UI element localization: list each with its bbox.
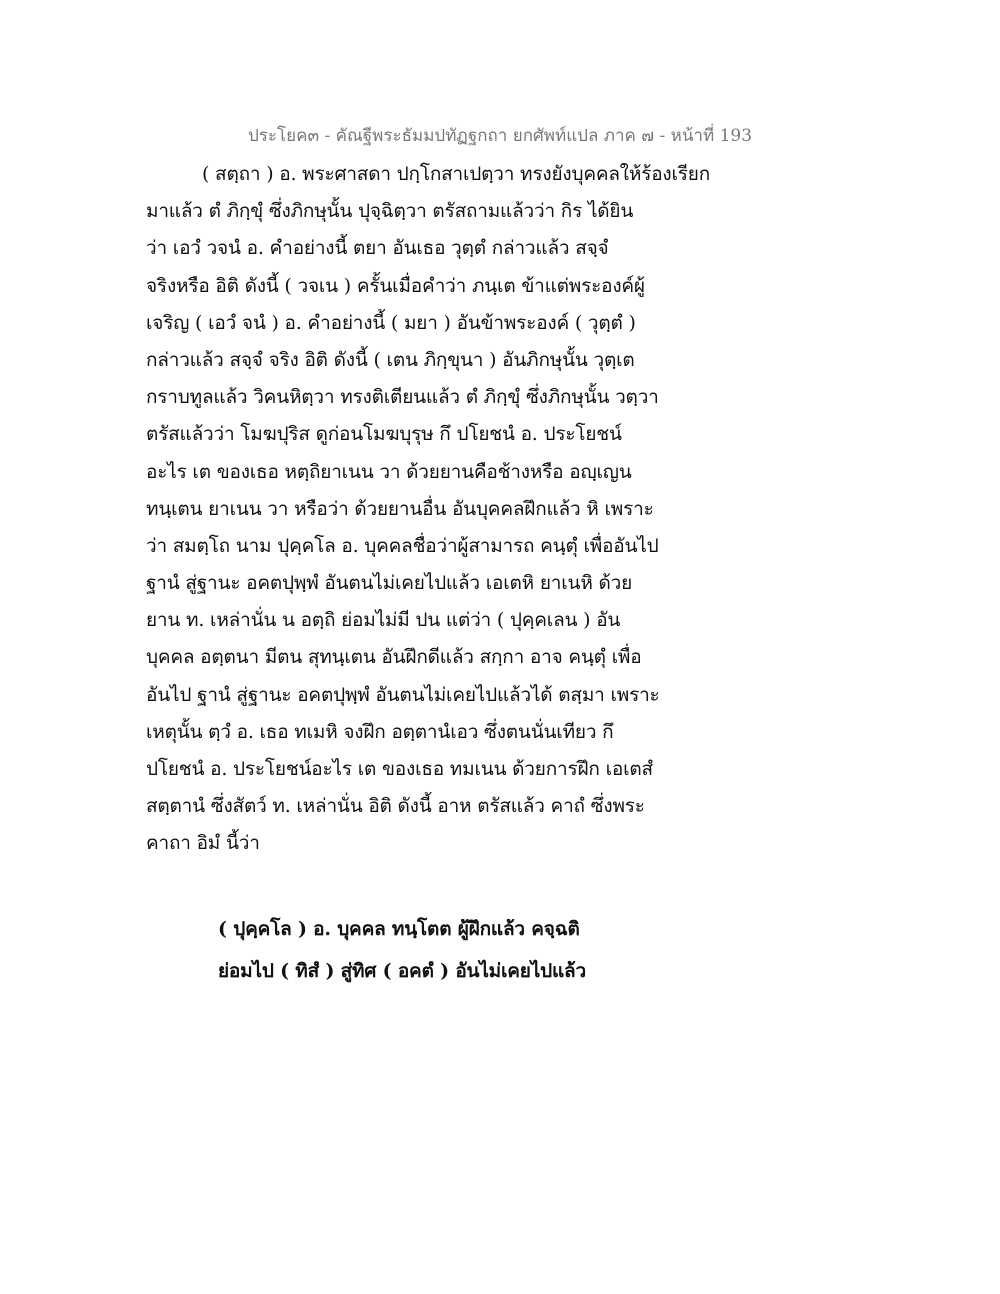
verse-line: ย่อมไป ( ทิสํ ) สู่ทิศ ( อคตํ ) อันไม่เคยไปแล้ว: [218, 960, 586, 982]
text-line: กล่าวแล้ว สจฺจํ จริง อิติ ดังนี้ ( เตน ภิกฺขุนา ) อันภิกษุนั้น วุตฺเต: [146, 348, 635, 371]
verse-line: ( ปุคฺคโล ) อ. บุคคล ทนฺโตต ผู้ฝึกแล้ว คจฺฉติ: [218, 918, 580, 940]
page-header: ประโยค๓ - คัณฐีพระธัมมปทัฏฐกถา ยกศัพท์แปล ภาค ๗ - หน้าที่ 193: [247, 126, 753, 146]
text-line: บุคคล อตฺตนา มีตน สุทนฺเตน อันฝึกดีแล้ว สกฺกา อาจ คนฺตุํ เพื่อ: [146, 646, 642, 669]
text-line: ว่า สมตฺโถ นาม ปุคฺคโล อ. บุคคลชื่อว่าผู้สามารถ คนฺตุํ เพื่ออันไป: [146, 534, 659, 557]
verse-block: [218, 908, 698, 992]
text-line: ฐานํ สู่ฐานะ อคตปุพฺพํ อันตนไม่เคยไปแล้ว เอเตหิ ยาเนหิ ด้วย: [146, 572, 633, 595]
text-line: เจริญ ( เอวํ จนํ ) อ. คำอย่างนี้ ( มยา ) อันข้าพระองค์ ( วุตฺตํ ): [146, 311, 636, 334]
text-line: ตรัสแล้วว่า โมฆปุริส ดูก่อนโมฆบุรุษ กึ ปโยชนํ อ. ประโยชน์: [146, 423, 622, 446]
text-line: ปโยชนํ อ. ประโยชน์อะไร เต ของเธอ ทมเนน ด้วยการฝึก เอเตสํ: [146, 758, 653, 780]
text-line: กราบทูลแล้ว วิคนหิตฺวา ทรงติเตียนแล้ว ตํ ภิกฺขุํ ซึ่งภิกษุนั้น วตฺวา: [146, 386, 659, 409]
text-line: จริงหรือ อิติ ดังนี้ ( วจเน ) ครั้นเมื่อคำว่า ภนฺเต ข้าแต่พระองค์ผู้: [146, 274, 645, 297]
text-line: อะไร เต ของเธอ หตฺถิยาเนน วา ด้วยยานคือช้างหรือ อญฺเญน: [146, 460, 632, 483]
text-line: มาแล้ว ตํ ภิกฺขุํ ซึ่งภิกษุนั้น ปุจฺฉิตฺวา ตรัสถามแล้วว่า กิร ได้ยิน: [146, 200, 634, 223]
text-line: ทนฺเตน ยาเนน วา หรือว่า ด้วยยานอื่น อันบุคคลฝึกแล้ว หิ เพราะ: [146, 497, 654, 520]
text-line: ยาน ท. เหล่านั่น น อตฺถิ ย่อมไม่มี ปน แต่ว่า ( ปุคฺคเลน ) อัน: [146, 609, 621, 632]
text-line: สตฺตานํ ซึ่งสัตว์ ท. เหล่านั่น อิติ ดังนี้ อาห ตรัสแล้ว คาถํ ซึ่งพระ: [146, 795, 645, 818]
text-line: คาถา อิมํ นี้ว่า: [146, 832, 260, 855]
text-line: ว่า เอวํ วจนํ อ. คำอย่างนี้ ตยา อันเธอ วุตฺตํ กล่าวแล้ว สจฺจํ: [146, 237, 609, 260]
text-line: ( สตฺถา ) อ. พระศาสดา ปกฺโกสาเปตฺวา ทรงยังบุคคลให้ร้องเรียก: [202, 163, 711, 185]
text-line: อันไป ฐานํ สู่ฐานะ อคตปุพฺพํ อันตนไม่เคยไปแล้วได้ ตสฺมา เพราะ: [146, 683, 660, 706]
text-line: เหตุนั้น ตฺวํ อ. เธอ ทเมหิ จงฝึก อตฺตานํเอว ซึ่งตนนั่นเทียว กึ: [146, 720, 614, 743]
body-paragraph: [146, 156, 711, 863]
